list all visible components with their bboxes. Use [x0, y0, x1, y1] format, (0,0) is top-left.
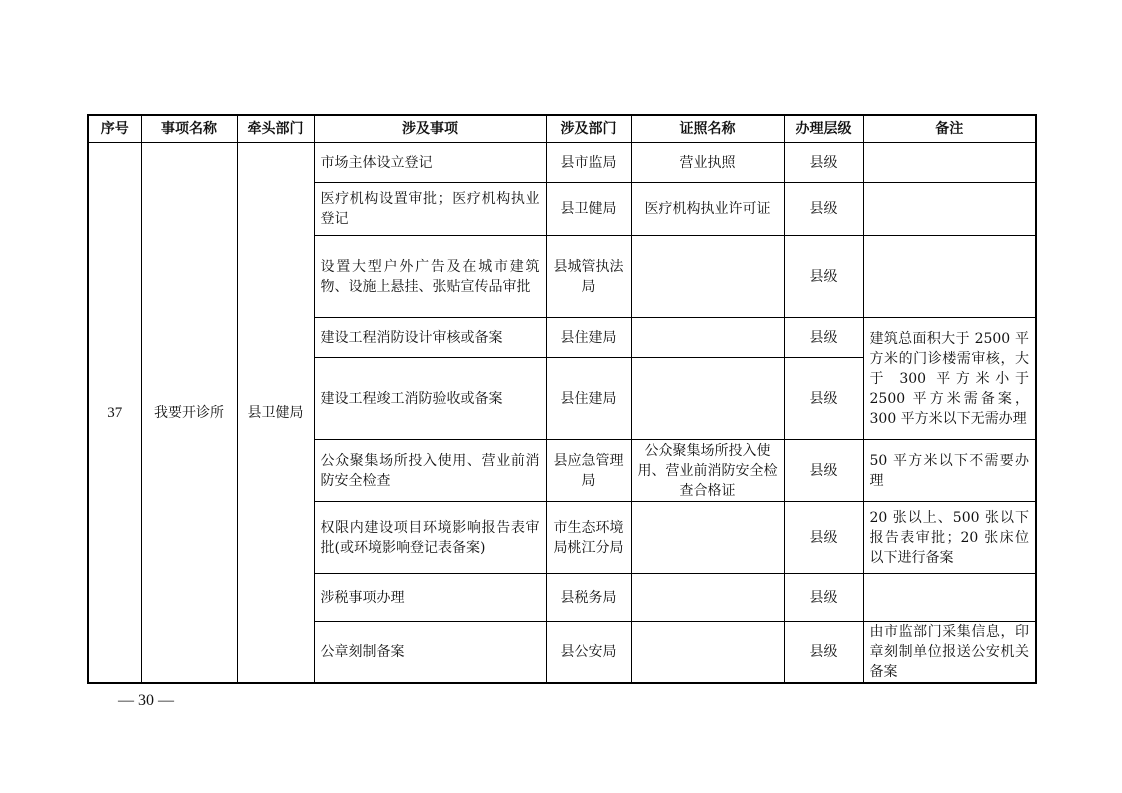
license-cell [631, 236, 784, 318]
license-cell: 医疗机构执业许可证 [631, 183, 784, 236]
dept-cell: 县城管执法局 [546, 236, 631, 318]
license-cell: 营业执照 [631, 143, 784, 183]
level-cell: 县级 [784, 236, 863, 318]
license-cell [631, 358, 784, 440]
note-cell: 建筑总面积大于 2500 平方米的门诊楼需审核，大于 300 平方米小于 2500 平方米需备案，300 平方米以下无需办理 [863, 318, 1036, 440]
header-dept: 涉及部门 [546, 115, 631, 143]
header-note: 备注 [863, 115, 1036, 143]
lead-dept-cell: 县卫健局 [237, 143, 314, 684]
level-cell: 县级 [784, 502, 863, 574]
matter-cell: 建设工程消防设计审核或备案 [314, 318, 546, 358]
license-cell [631, 622, 784, 684]
dept-cell: 县住建局 [546, 318, 631, 358]
matter-cell: 市场主体设立登记 [314, 143, 546, 183]
license-cell [631, 574, 784, 622]
header-matter: 涉及事项 [314, 115, 546, 143]
item-name-cell: 我要开诊所 [141, 143, 237, 684]
dept-cell: 县住建局 [546, 358, 631, 440]
license-cell [631, 318, 784, 358]
page-number: — 30 — [118, 692, 174, 709]
matter-cell: 医疗机构设置审批；医疗机构执业登记 [314, 183, 546, 236]
note-cell [863, 574, 1036, 622]
note-cell [863, 236, 1036, 318]
license-cell: 公众聚集场所投入使用、营业前消防安全检查合格证 [631, 440, 784, 502]
level-cell: 县级 [784, 440, 863, 502]
level-cell: 县级 [784, 183, 863, 236]
matter-cell: 权限内建设项目环境影响报告表审批(或环境影响登记表备案) [314, 502, 546, 574]
dept-cell: 市生态环境局桃江分局 [546, 502, 631, 574]
matter-cell: 公章刻制备案 [314, 622, 546, 684]
matter-cell: 设置大型户外广告及在城市建筑物、设施上悬挂、张贴宣传品审批 [314, 236, 546, 318]
header-license: 证照名称 [631, 115, 784, 143]
header-row [88, 115, 1036, 143]
dept-cell: 县市监局 [546, 143, 631, 183]
note-cell: 20 张以上、500 张以下报告表审批；20 张床位以下进行备案 [863, 502, 1036, 574]
header-seq: 序号 [88, 115, 141, 143]
level-cell: 县级 [784, 622, 863, 684]
matter-cell: 建设工程竣工消防验收或备案 [314, 358, 546, 440]
matter-cell: 涉税事项办理 [314, 574, 546, 622]
seq-cell: 37 [88, 143, 141, 684]
header-lead-dept: 牵头部门 [237, 115, 314, 143]
dept-cell: 县应急管理局 [546, 440, 631, 502]
table-row [88, 143, 1036, 183]
level-cell: 县级 [784, 318, 863, 358]
header-item-name: 事项名称 [141, 115, 237, 143]
level-cell: 县级 [784, 358, 863, 440]
matter-cell: 公众聚集场所投入使用、营业前消防安全检查 [314, 440, 546, 502]
note-cell: 50 平方米以下不需要办理 [863, 440, 1036, 502]
note-cell: 由市监部门采集信息，印章刻制单位报送公安机关备案 [863, 622, 1036, 684]
dept-cell: 县公安局 [546, 622, 631, 684]
note-cell [863, 143, 1036, 183]
service-items-table [87, 114, 1037, 684]
license-cell [631, 502, 784, 574]
header-level: 办理层级 [784, 115, 863, 143]
dept-cell: 县卫健局 [546, 183, 631, 236]
level-cell: 县级 [784, 143, 863, 183]
level-cell: 县级 [784, 574, 863, 622]
dept-cell: 县税务局 [546, 574, 631, 622]
note-cell [863, 183, 1036, 236]
